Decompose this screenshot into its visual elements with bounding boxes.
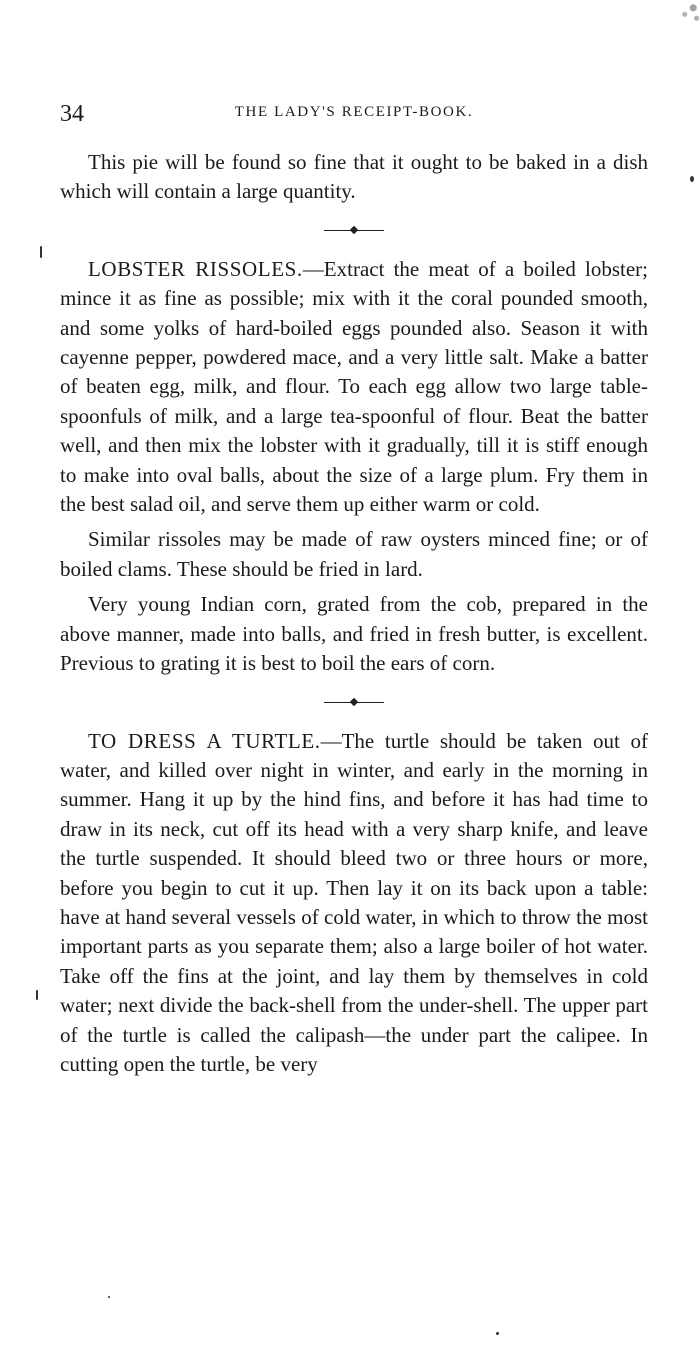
page-corner-smudge	[666, 0, 700, 26]
paragraph-dress-turtle	[60, 727, 648, 1080]
print-speck	[690, 176, 694, 182]
print-speck	[496, 1332, 499, 1335]
divider-ornament-icon	[350, 226, 358, 234]
page-header	[60, 100, 648, 132]
print-speck	[40, 246, 42, 258]
paragraph-similar-rissoles	[60, 525, 648, 584]
section-divider	[60, 679, 648, 727]
section-title: TO DRESS A TURTLE.	[88, 728, 321, 753]
paragraph-pie-note	[60, 148, 648, 207]
page-number: 34	[60, 101, 84, 127]
running-title: THE LADY'S RECEIPT-BOOK.	[234, 104, 474, 120]
paragraph-text: Similar rissoles may be made of raw oysters minced fine; or of boiled clams. These should be fried in lard.	[60, 527, 648, 581]
print-speck	[108, 1296, 110, 1298]
print-speck	[36, 990, 38, 1000]
paragraph-text: —The turtle should be taken out of water, and killed over night in winter, and early in the morning in summer. Hang it up by the hind fins, and before it has had time to draw in its neck, cut off its head with a very sharp knife, and leave the turtle suspended. It should bleed two or three hours or more, before you begin to cut it up. Then lay it on its back upon a table: have at hand several vessels of cold water, in which to throw the most important parts as you separate them; also a large boiler of hot water. Take off the fins at the joint, and lay them by themselves in cold water; next divide the back-shell from the under-shell. The upper part of the turtle is called the calipash—the under part the calipee. In cutting open the turtle, be very	[60, 728, 648, 1076]
page-body	[60, 148, 648, 1079]
paragraph-text: —Extract the meat of a boiled lobster; mince it as fine as possible; mix with it the coral pounded smooth, and some yolks of hard-boiled eggs pounded also. Season it with cayenne pepper, powdered mace, and a very little salt. Make a batter of beaten egg, milk, and flour. To each egg allow two large table-spoonfuls of milk, and a large tea-spoonful of flour. Beat the batter well, and then mix the lobster with it gradually, till it is stiff enough to make into oval balls, about the size of a large plum. Fry them in the best salad oil, and serve them up either warm or cold.	[60, 256, 649, 517]
section-divider	[60, 207, 648, 255]
paragraph-text: This pie will be found so fine that it ought to be baked in a dish which will contain a large quantity.	[60, 150, 648, 204]
divider-ornament-icon	[350, 697, 358, 705]
section-title: LOBSTER RISSOLES.	[88, 256, 303, 281]
paragraph-indian-corn	[60, 590, 648, 678]
paragraph-text: Very young Indian corn, grated from the cob, prepared in the above manner, made into balls, and fried in fresh butter, is excellent. Previous to grating it is best to boil the ears of corn.	[60, 592, 648, 676]
paragraph-lobster-rissoles	[60, 255, 648, 520]
